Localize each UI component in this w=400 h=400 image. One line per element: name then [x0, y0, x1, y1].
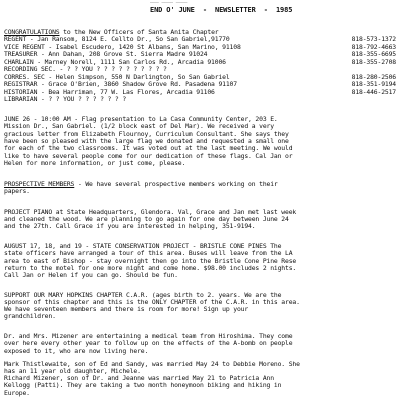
officer-phone: 818-355-6695 [351, 50, 396, 58]
paragraph-line: SUPPORT OUR MARY HOPKINS CHAPTER C.A.R. (ages birth to 2. years. We are the [4, 290, 282, 299]
paragraph-line: area to east of Bishop - stay overnight then go into the Bristle Cone Pine Rese [4, 256, 297, 265]
paragraph-line: exposed to it, who are now living here. [4, 346, 149, 355]
officer-entry: RECORDING SEC. - ? ? YOU ? ? ? ? ? ? ? ? ? ? [4, 65, 167, 73]
paragraph-line: for each of the two classrooms. It was voted out at the last meeting. We would [4, 144, 293, 153]
officer-entry: HISTORIAN - Bea Harriman, 77 W. Las Flores, Arcadia 91106 [4, 87, 215, 96]
paragraph-line: like to have several people come for our dedication of these flags. Cal Jan or [4, 151, 293, 160]
cropped-heading-fragment: ——— ———— ———— [150, 0, 188, 6]
paragraph-line: Call Jan or Helen if you can go. Should be fun. [4, 271, 178, 280]
paragraph-line: return to the motel for one more night and come home. $98.00 includes 2 nights. [4, 263, 297, 272]
officer-phone: 818-355-2708 [351, 57, 396, 66]
officer-entry: REGENT - Jan Ransom, 8124 E. Cellto Dr., So San Gabriel,91770 [4, 35, 230, 43]
paragraph-line: over here every other year to follow up on the effects of the A-bomb on people [4, 339, 293, 348]
paragraph-line: Helen for more information, or just come, please. [4, 158, 186, 167]
paragraph-line [4, 181, 278, 188]
prospective-members-label: PROSPECTIVE MEMBERS [4, 180, 75, 188]
officer-entry: VICE REGENT - Isabel Escudero, 1420 St Albans, San Marino, 91108 [4, 42, 241, 51]
paragraph-line: We have seventeen members and there is room for more! Sign up your [4, 305, 249, 314]
paragraph-line: Dr. and Mrs. Mizener are entertaining a medical team from Hiroshima. They come [4, 332, 293, 340]
paragraph-line: Richard Mizener, son of Dr. and Jeanne was married May 21 to Patricia Ann [4, 374, 274, 383]
paragraph-line: and cleaned the wood. We are planning to go again for one day between June 24 [4, 214, 289, 223]
officer-phone: 818-446-2517 [351, 87, 396, 96]
paragraph-line: papers. [4, 187, 30, 196]
congratulations-text: to the New Officers of Santa Anita Chapter [59, 28, 219, 36]
officer-entry: LIBRARIAN - ? ? YOU ? ? ? ? ? ? ? [4, 95, 127, 103]
congratulations-label: CONGRATULATIONS [4, 28, 60, 36]
officer-entry: TREASURER - Ann Dahan, 208 Grove St. Sierra Madre 91024 [4, 50, 208, 58]
paragraph-line: grandchildren. [4, 312, 56, 321]
officer-entry: CHARLAIN - Marney Norell, 1111 San Carlos Rd., Arcadia 91006 [4, 57, 226, 66]
officer-entry: CORRES. SEC - Helen Simpson, 550 N Darlington, So San Gabriel [4, 72, 230, 81]
paragraph-line: Mark Thistlewaite, son of Ed and Sandy, was married May 24 to Debbie Moreno. She [4, 359, 300, 368]
newsletter-header: END O' JUNE - NEWSLETTER - 1985 [150, 6, 293, 14]
paragraph-text: - We have several prospective members working on their [74, 180, 278, 188]
officer-phone: 818-573-1372 [351, 35, 396, 43]
paragraph-line: Kellogg (Patti). They are taking a two month honeymoon biking and hiking in [4, 381, 282, 390]
paragraph-line: sponsor of this chapter and this is the ONLY CHAPTER of the C.A.R. in this area. [4, 297, 300, 306]
paragraph-line: AUGUST 17, 18, and 19 - STATE CONSERVATION PROJECT - BRISTLE CONE PINES The [4, 242, 282, 250]
paragraph-line: PROJECT PIANO at State Headquarters, Glendora. Val, Grace and Jan met last week [4, 207, 297, 216]
paragraph-line: JUNE 26 - 10:00 AM - Flag presentation to La Casa Community Center, 203 E. [4, 115, 278, 123]
paragraph-line: has an 11 year old daughter, Michele. [4, 366, 141, 375]
officer-row [4, 96, 396, 103]
officer-phone: 818-280-2506 [351, 72, 396, 81]
paragraph-line: state officers have arranged a tour of this area. Buses will leave from the LA [4, 249, 293, 258]
paragraph-line: and the 27th. Call Grace if you are interested in helping, 351-9194. [4, 222, 256, 231]
paragraph-line: Mission Dr., San Gabriel. (1/2 block east of Del Mar). We received a very [4, 122, 274, 131]
paragraph-line: gracious letter from Elizabeth Flournoy, Curriculum Consultant. She says they [4, 129, 289, 138]
paragraph-line: Europe. [4, 388, 30, 397]
officer-phone: 818-351-9194 [351, 80, 396, 88]
officer-entry: REGISTRAR - Grace O'Brien, 3860 Shadow Grove Rd. Pasadena 91107 [4, 80, 237, 88]
officer-phone: 818-792-4663 [351, 42, 396, 51]
paragraph-line: have been so pleased with the large flag we donated and requested a small one [4, 136, 289, 145]
